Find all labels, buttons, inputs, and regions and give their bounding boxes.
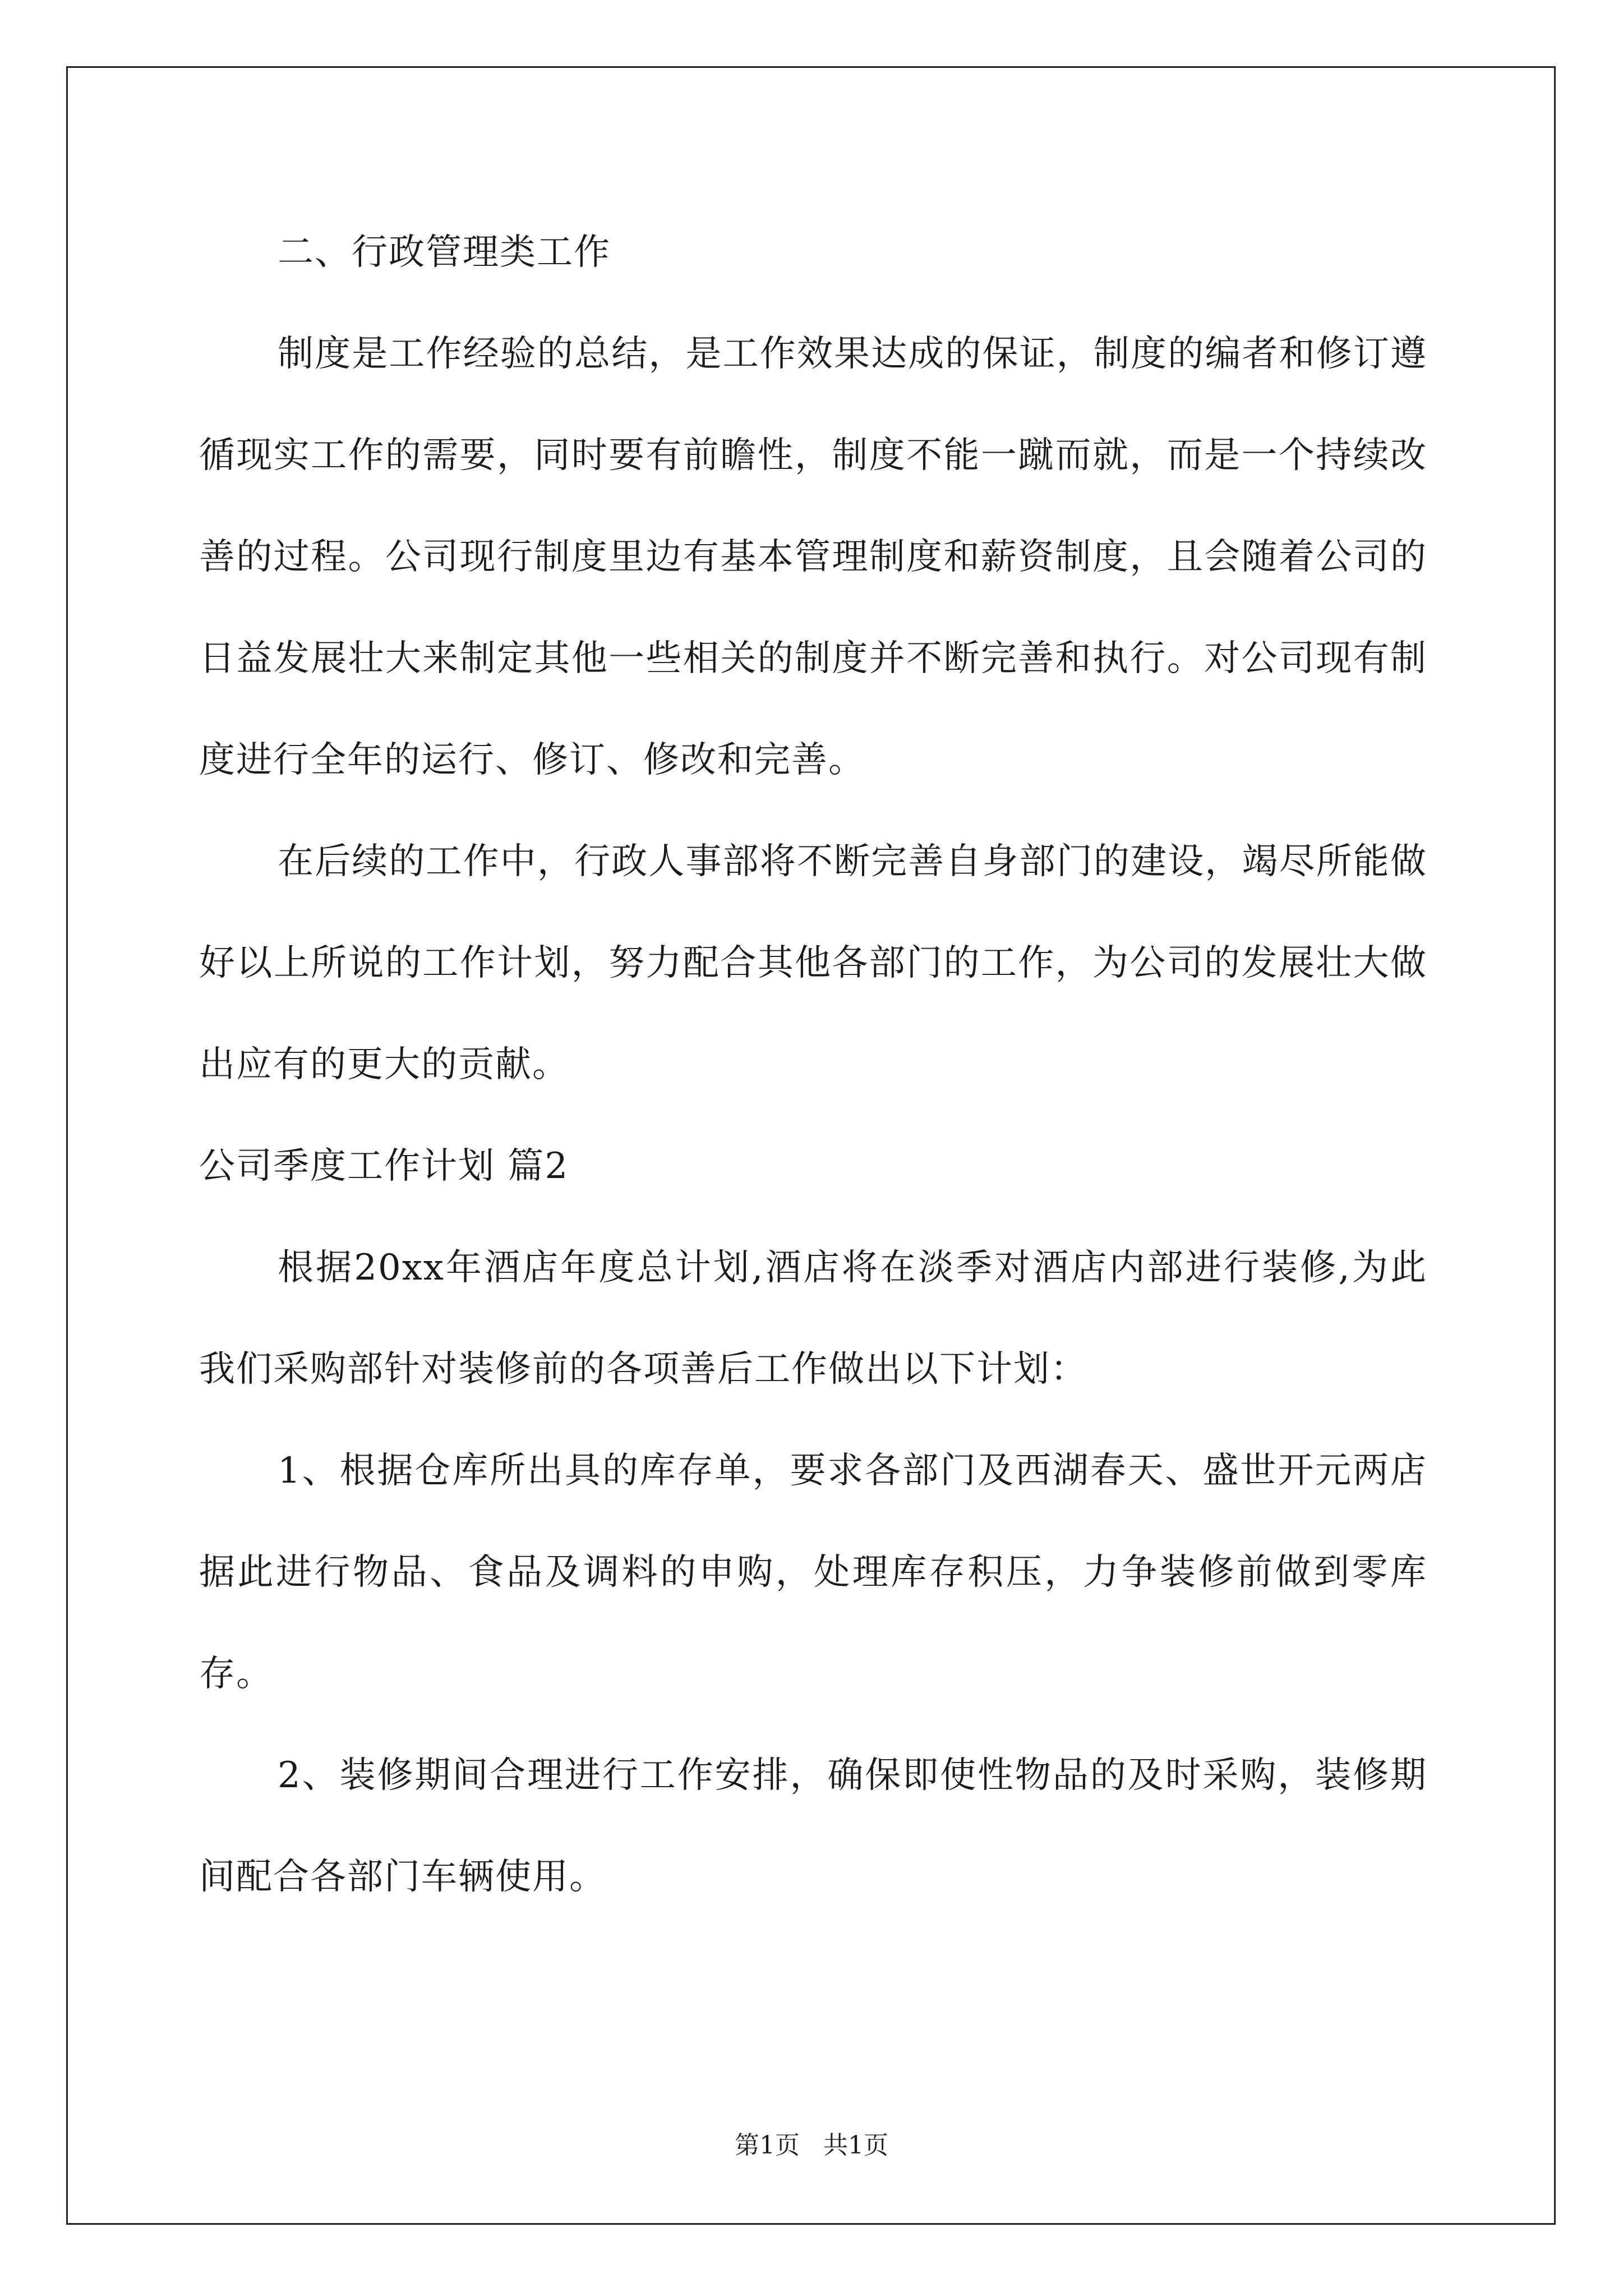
page-footer [0, 2129, 1623, 2162]
article-title: 公司季度工作计划 篇2 [199, 1145, 569, 1187]
page-number: 第1页 [735, 2131, 800, 2160]
section-heading: 二、行政管理类工作 [278, 232, 611, 273]
paragraph: 制度是工作经验的总结，是工作效果达成的保证，制度的编者和修订遵循现实工作的需要，同时要有前瞻性，制度不能一蹴而就，而是一个持续改善的过程。公司现行制度里边有基本管理制度和薪资制度，且会随着公司的日益发展壮大来制定其他一些相关的制度并不断完善和执行。对公司现有制度进行全年的运行、修订、修改和完善。 [199, 333, 1427, 781]
paragraph: 在后续的工作中，行政人事部将不断完善自身部门的建设，竭尽所能做好以上所说的工作计划，努力配合其他各部门的工作，为公司的发展壮大做出应有的更大的贡献。 [199, 841, 1427, 1085]
page-total: 共1页 [823, 2131, 888, 2160]
paragraph: 根据20xx年酒店年度总计划,酒店将在淡季对酒店内部进行装修,为此我们采购部针对装修前的各项善后工作做出以下计划： [199, 1247, 1427, 1390]
paragraph: 2、装修期间合理进行工作安排，确保即使性物品的及时采购，装修期间配合各部门车辆使用。 [199, 1755, 1427, 1898]
document-body [199, 202, 1427, 1928]
paragraph: 1、根据仓库所出具的库存单，要求各部门及西湖春天、盛世开元两店据此进行物品、食品及调料的申购，处理库存积压，力争装修前做到零库存。 [199, 1450, 1427, 1695]
